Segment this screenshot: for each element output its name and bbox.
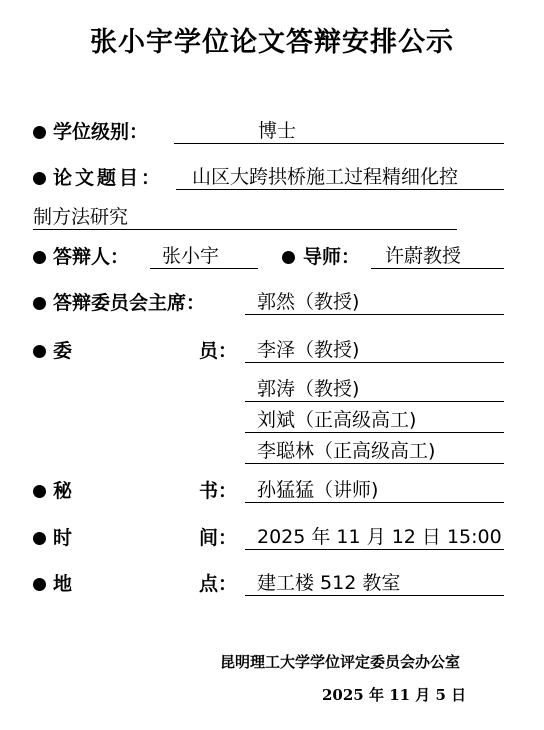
footer-date: 2025 年 11 月 5 日 — [322, 686, 467, 704]
member-3: 刘斌（正高级高工) — [245, 407, 504, 433]
secretary-row — [33, 477, 513, 507]
member-2: 郭涛（教授) — [245, 376, 504, 402]
thesis-row — [33, 164, 513, 194]
secretary-value: 孙猛猛（讲师) — [245, 477, 504, 503]
members-label-a: 委 — [53, 340, 73, 362]
chair-row — [33, 289, 513, 319]
secretary-label-a: 秘 — [53, 480, 73, 502]
advisor-value: 许蔚教授 — [371, 243, 504, 269]
place-label-b: 点： — [199, 573, 238, 595]
bullet-icon — [33, 578, 46, 591]
member-1: 李泽（教授) — [245, 337, 504, 363]
footer-office: 昆明理工大学学位评定委员会办公室 — [220, 653, 461, 671]
time-label-a: 时 — [53, 527, 73, 549]
thesis-title-line2: 制方法研究 — [33, 204, 457, 230]
thesis-label: 论文题目： — [53, 167, 164, 189]
chair-label: 答辩委员会主席： — [53, 292, 206, 314]
bullet-icon — [33, 532, 46, 545]
place-value: 建工楼 512 教室 — [245, 570, 504, 596]
bullet-icon — [33, 126, 46, 139]
defender-value: 张小宇 — [150, 243, 258, 269]
degree-row — [33, 118, 513, 148]
advisor-label: 导师： — [303, 246, 361, 268]
time-row — [33, 524, 513, 554]
thesis-title-line1: 山区大跨拱桥施工过程精细化控 — [176, 164, 504, 190]
member-4: 李聪林（正高级高工) — [245, 438, 504, 464]
page-title: 张小宇学位论文答辩安排公示 — [90, 27, 454, 58]
time-label-b: 间： — [199, 527, 238, 549]
secretary-label-b: 书： — [199, 480, 238, 502]
degree-label: 学位级别： — [53, 121, 149, 143]
degree-value: 博士 — [174, 118, 504, 144]
bullet-icon — [33, 297, 46, 310]
place-label-a: 地 — [53, 573, 73, 595]
place-row — [33, 570, 513, 600]
members-label-b: 员： — [199, 340, 238, 362]
defender-label: 答辩人： — [53, 246, 130, 268]
bullet-icon — [282, 251, 295, 264]
bullet-icon — [33, 172, 46, 185]
chair-value: 郭然（教授) — [245, 289, 504, 315]
members-row — [33, 337, 513, 367]
bullet-icon — [33, 485, 46, 498]
bullet-icon — [33, 251, 46, 264]
defender-row — [33, 243, 513, 273]
time-value: 2025 年 11 月 12 日 15:00 — [245, 524, 504, 550]
bullet-icon — [33, 345, 46, 358]
